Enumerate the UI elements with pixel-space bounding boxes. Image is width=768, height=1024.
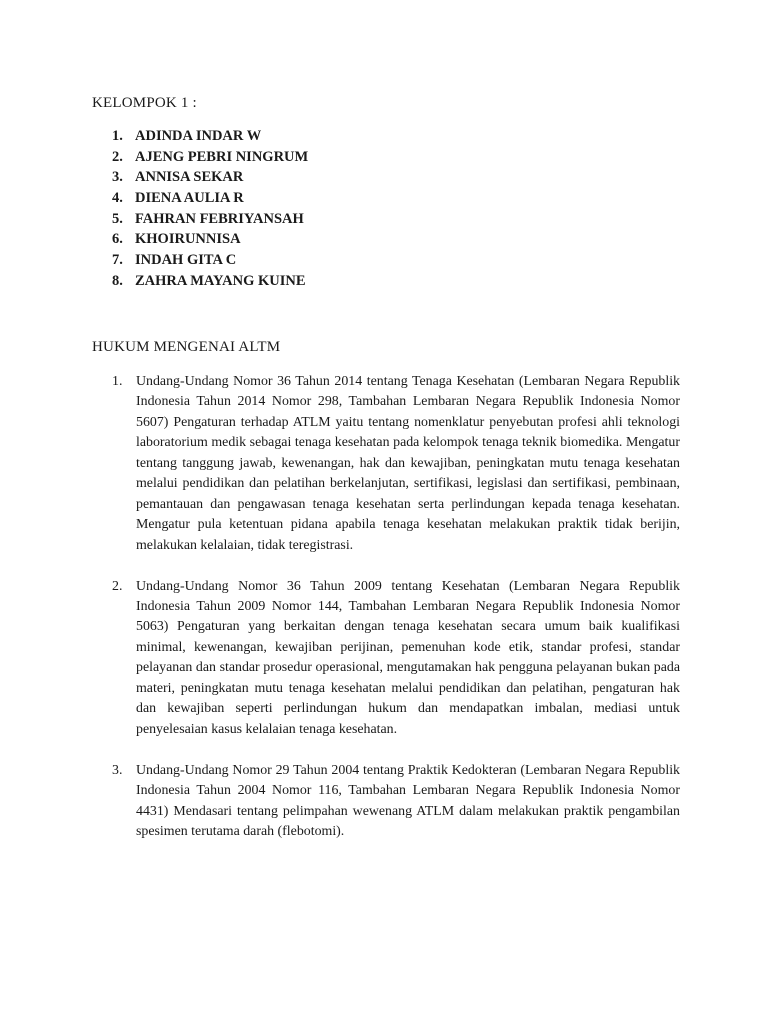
law-item [92,761,680,843]
member-number: 6. [112,231,123,248]
member-number: 5. [112,210,123,227]
member-number: 3. [112,169,123,186]
member-name: KHOIRUNNISA [135,231,241,248]
member-name: FAHRAN FEBRIYANSAH [135,210,304,227]
member-name: AJENG PEBRI NINGRUM [135,148,309,165]
member-number: 4. [112,190,123,207]
law-number: 1. [112,374,123,389]
law-text: Undang-Undang Nomor 29 Tahun 2004 tentang Praktik Kedokteran (Lembaran Negara Republik Indonesia Tahun 2004 Nomor 116, Tambahan Lembaran Negara Republik Indonesia Nomor 4431) Mendasari tentang pelimpahan wewenang ATLM dalam melakukan praktik pengambilan spesimen terutama darah (flebotomi). [136,762,680,840]
law-item [92,577,680,741]
law-number: 2. [112,578,123,594]
law-item [92,372,680,556]
law-list [92,372,680,843]
member-name: DIENA AULIA R [135,190,244,207]
member-name: INDAH GITA C [135,252,237,269]
law-text: Undang-Undang Nomor 36 Tahun 2009 tentang Kesehatan (Lembaran Negara Republik Indonesia Tahun 2009 Nomor 144, Tambahan Lembaran Negara Republik Indonesia Nomor 5063) Pengaturan yang berkaitan dengan tenaga kesehatan secara umum baik kualifikasi minimal, kewenangan, kewajiban perijinan, pemenuhan kode etik, standar profesi, standar pelayanan dan standar prosedur operasional, mengutamakan hak pengguna pelayanan bukan pada materi, peningkatan mutu tenaga kesehatan melalui pendidikan dan pelatihan, pengaturan hak dan kewajiban seperti perlindungan hukum dan mendapatkan imbalan, mediasi untuk penyelesaian kasus kelalaian tenaga kesehatan. [136,578,680,737]
law-text: Undang-Undang Nomor 36 Tahun 2014 tentang Tenaga Kesehatan (Lembaran Negara Republik Indonesia Tahun 2014 Nomor 298, Tambahan Lembaran Negara Republik Indonesia Nomor 5607) Pengaturan terhadap ATLM yaitu tentang nomenklatur penyebutan profesi ahli teknologi laboratorium medik sebagai tenaga kesehatan pada kelompok tenaga teknik biomedika. Mengatur tentang tanggung jawab, kewenangan, hak dan kewajiban, peningkatan mutu tenaga kesehatan melalui pendidikan dan pelatihan berkelanjutan, sertifikasi, legislasi dan sertifikasi, pembinaan, pemantauan dan pengawasan tenaga kesehatan serta perlindungan kepada tenaga kesehatan. Mengatur pula ketentuan pidana apabila tenaga kesehatan melakukan praktik tidak berijin, melakukan kelalaian, tidak teregistrasi. [136,374,680,553]
group-heading: KELOMPOK 1 : [92,95,197,111]
law-heading: HUKUM MENGENAI ALTM [92,339,281,355]
member-name: ZAHRA MAYANG KUINE [135,272,306,289]
member-number: 2. [112,148,123,165]
member-name: ADINDA INDAR W [135,128,262,144]
member-name: ANNISA SEKAR [135,169,244,186]
member-number: 7. [112,252,123,269]
law-number: 3. [112,762,123,778]
member-number: 1. [112,128,123,144]
member-number: 8. [112,272,123,289]
